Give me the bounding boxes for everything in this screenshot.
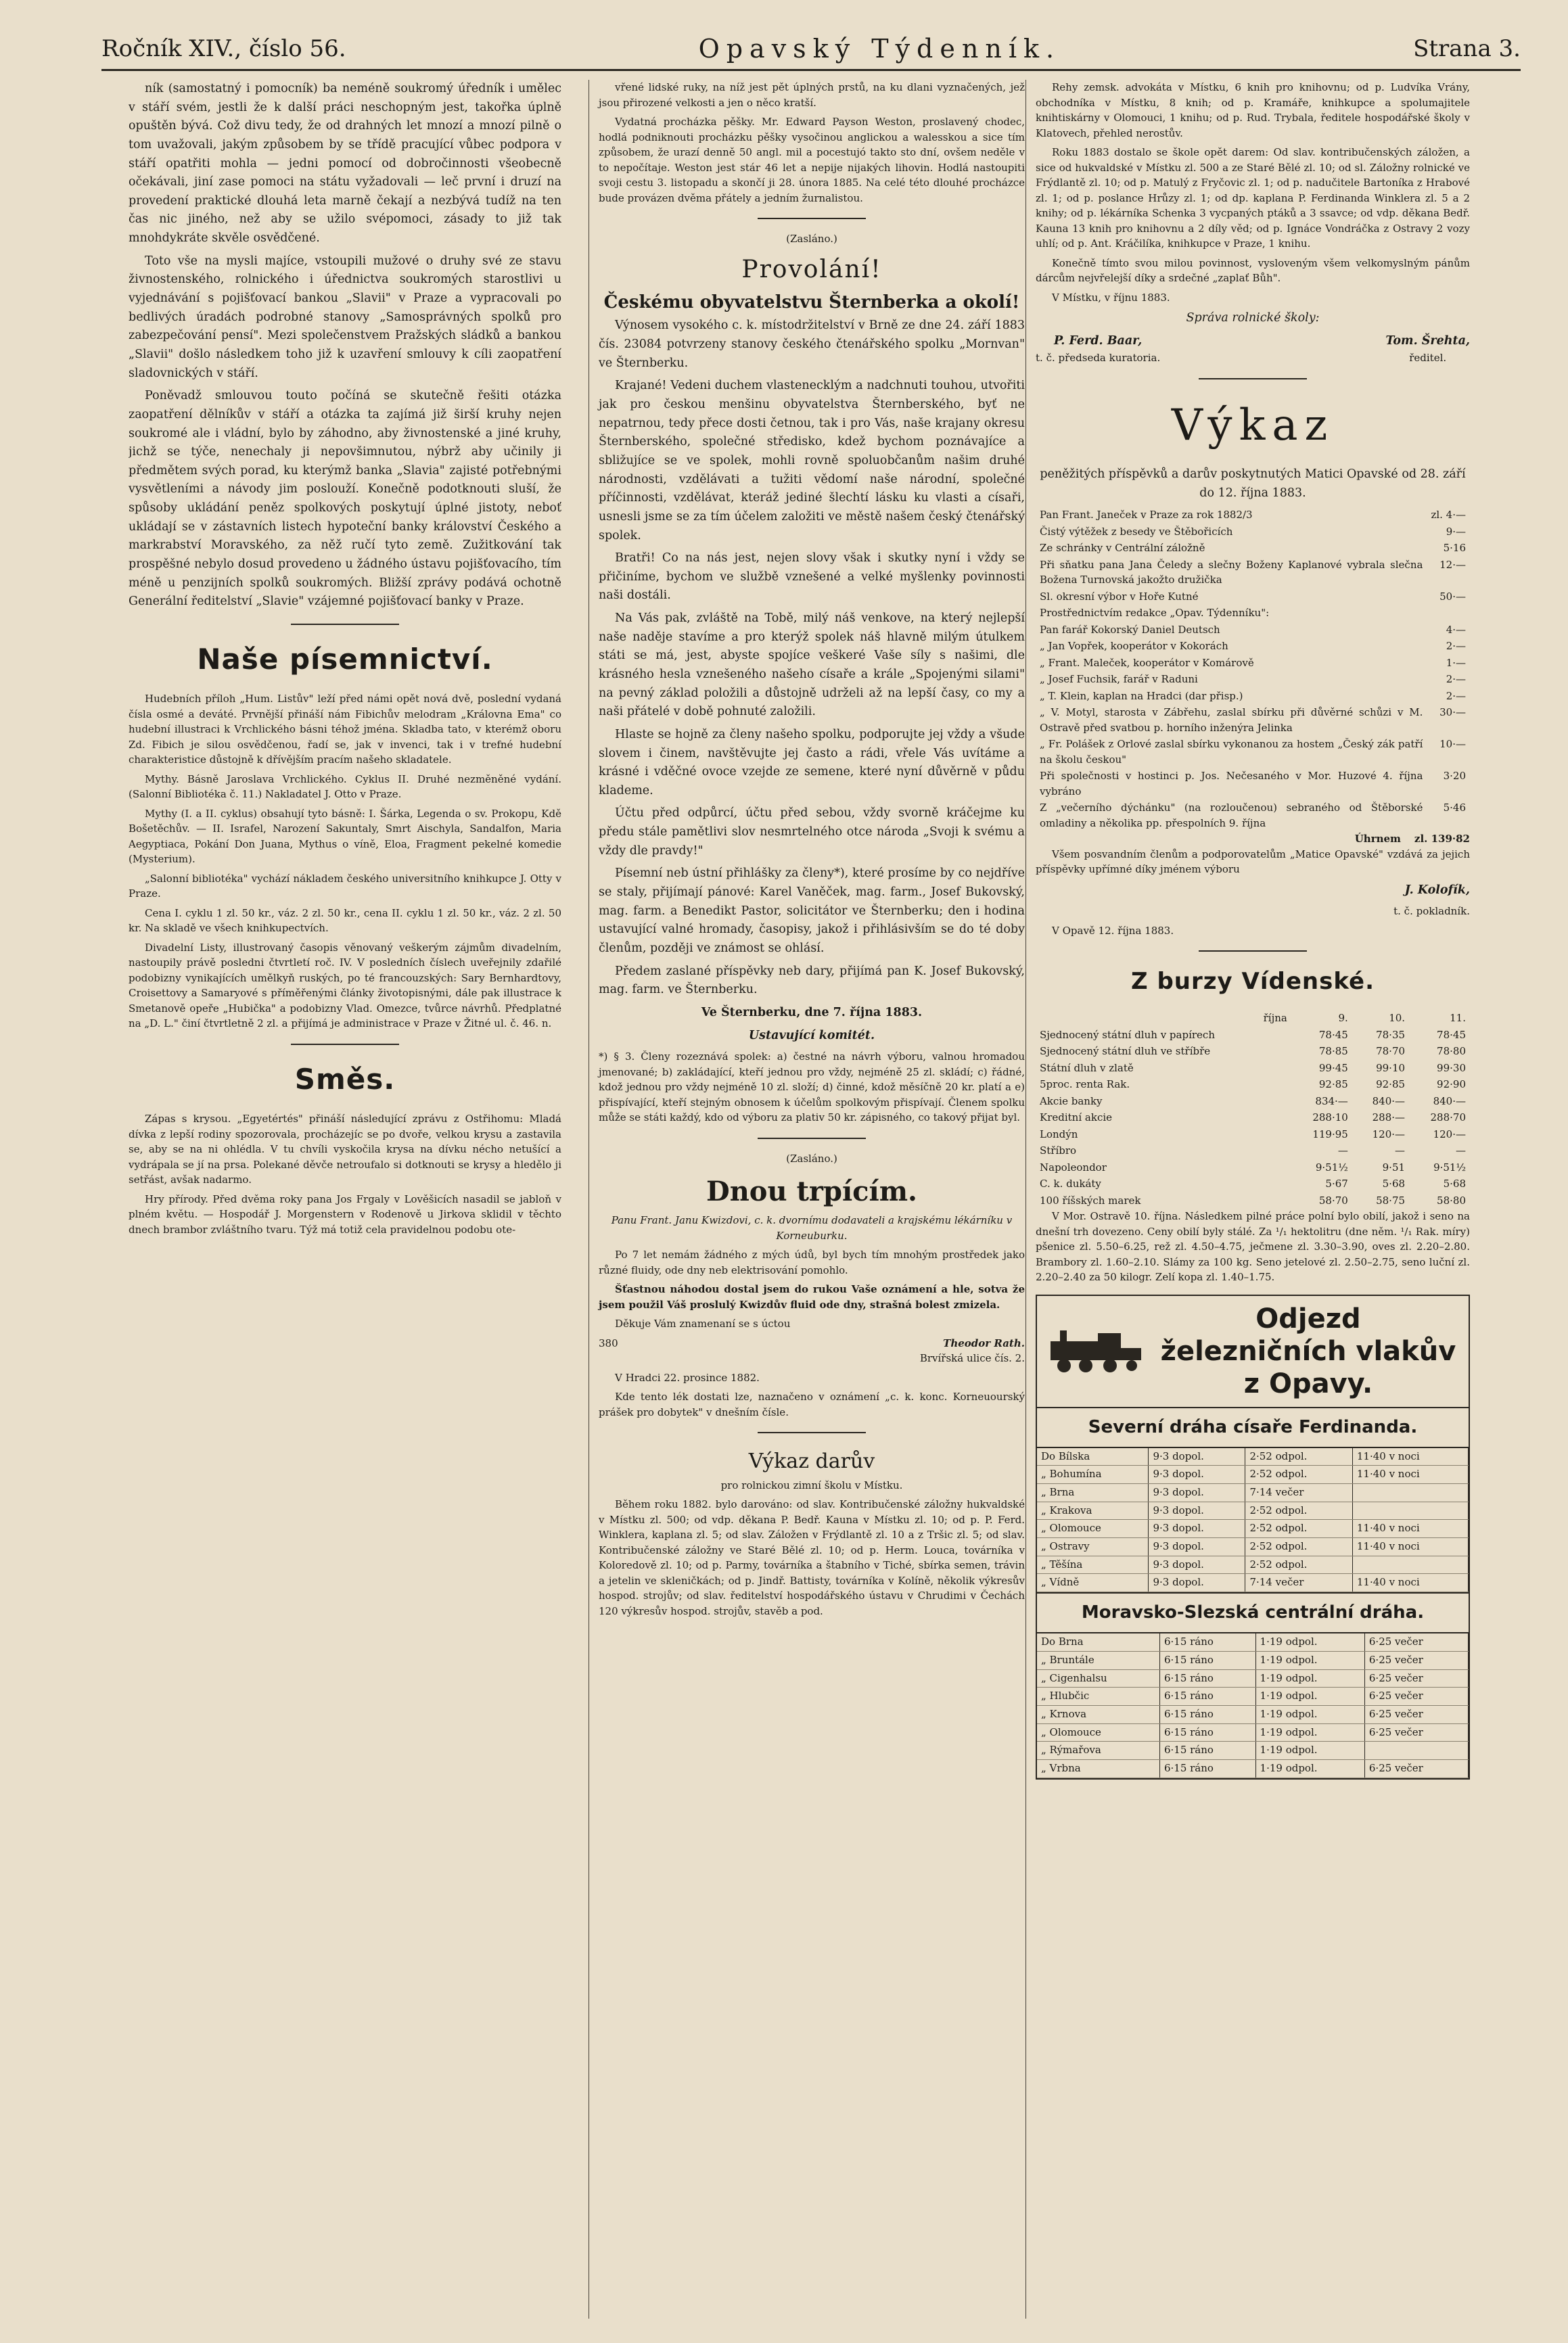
gout-ad-text: Panu Frant. Janu Kwizdovi, c. k. dvornímu dodavateli a krajskému lékárníku v Korneuburku. xyxy=(611,1214,1013,1242)
timetable-cell: Do Bílska xyxy=(1037,1448,1149,1466)
timetable-cell: „ Bruntále xyxy=(1037,1651,1159,1669)
stock-cell: 834·— xyxy=(1315,1094,1348,1107)
contribution-cell: Pan Frant. Janeček v Praze za rok 1882/3 xyxy=(1040,509,1253,521)
timetable-row xyxy=(1037,1556,1469,1574)
stock-cell: 5·67 xyxy=(1325,1178,1348,1190)
total-value: zl. 139·82 xyxy=(1414,833,1470,845)
stock-cell: 119·95 xyxy=(1312,1128,1348,1140)
timetable-cell: 11·40 v noci xyxy=(1352,1574,1468,1592)
timetable-cell: „ Rýmařova xyxy=(1037,1742,1159,1760)
timetable-cell: 2·52 odpol. xyxy=(1245,1556,1352,1574)
stock-cell: Londýn xyxy=(1040,1128,1078,1140)
timetable-cell: 9·3 dopol. xyxy=(1149,1538,1245,1556)
stock-cell: Sjednocený státní dluh ve stříbře xyxy=(1040,1045,1211,1058)
literature-paragraph: Cena I. cyklu 1 zl. 50 kr., váz. 2 zl. 50 kr., cena II. cyklu 1 zl. 50 kr., váz. 2 zl. 50 kr. Na skladě ve všech knihkupectvích. xyxy=(129,906,561,935)
contribution-cell: Čistý výtěžek z besedy ve Štěbořicích xyxy=(1040,525,1233,538)
signature-role: t. č. předseda kuratoria. xyxy=(1036,352,1161,365)
masthead xyxy=(101,28,1521,71)
column-1 xyxy=(129,80,561,2319)
stock-cell: 78·70 xyxy=(1376,1045,1406,1058)
stock-cell: — xyxy=(1456,1144,1466,1157)
donations-continued: Rehy zemsk. advokáta v Místku, 6 knih pro knihovnu; od p. Ludvíka Vrány, obchodníka v Místku, 8 knih; od p. Kramáře, knihkupce a spolumajitele knihtiskárny v Olomouci, 1 knihu; od p. Rud. Trybala, ředitele hospodářské školy v Klatovech, přehled nerostův. xyxy=(1036,81,1470,139)
timetable-row xyxy=(1037,1669,1469,1688)
timetable-cell: 2·52 odpol. xyxy=(1245,1466,1352,1484)
contribution-cell: Z „večerního dýchánku" (na rozloučenou) sebraného od Štěborské omladiny a několika pp. přespolních 9. října xyxy=(1040,802,1423,829)
stock-row xyxy=(1036,1109,1470,1126)
contribution-row xyxy=(1036,799,1470,831)
timetable-cell: 6·25 večer xyxy=(1364,1669,1468,1688)
locomotive-icon xyxy=(1044,1328,1145,1375)
appeal-committee: Ustavující komitét. xyxy=(748,1028,875,1042)
timetable-row xyxy=(1037,1651,1469,1669)
contribution-row xyxy=(1036,622,1470,639)
timetable-cell: 6·15 ráno xyxy=(1159,1705,1255,1723)
timetable-row xyxy=(1037,1538,1469,1556)
timetable-cell: 11·40 v noci xyxy=(1352,1466,1468,1484)
stock-header-cell: 11. xyxy=(1450,1012,1466,1025)
timetable-cell: 9·3 dopol. xyxy=(1149,1448,1245,1466)
timetable-cell: 2·52 odpol. xyxy=(1245,1520,1352,1538)
appeal-paragraph: Krajané! Vedeni duchem vlastenecklým a nadchnuti touhou, utvořiti jak pro českou menšinu obyvatelstva Šternberského, byť ne nepatrnou, tedy přece dosti četnou, tak i pro Vás, naše krajany okresu Šternberského, společné středisko, kdež bychom poznávajíce a sbližujíce se ve spolek, mohli rovně spoluobčanům našim druhé národnosti, vzdělávati a tužiti vědomí naše národní, společné příčinnosti, vzdělávat, kteráž jediné šlechtí lásku ku vlasti a císaři, usnesli jsme se za tím účelem založiti ve městě našem český čtenářský spolek. xyxy=(599,379,1025,542)
appeal-paragraph: Výnosem vysokého c. k. místodržitelství v Brně ze dne 24. září 1883 čís. 23084 potvrzeny stanovy českého čtenářského spolku „Mornvan" ve Šternberku. xyxy=(599,319,1025,370)
timetable-cell: 11·40 v noci xyxy=(1352,1448,1468,1466)
timetable-cell: 6·15 ráno xyxy=(1159,1651,1255,1669)
appeal-paragraph: Písemní neb ústní přihlášky za členy*), které prosíme by co nejdříve se staly, přijímají pánové: Karel Vaněček, mag. farm., Josef Bukovský, mag. farm. a Benedikt Pastor, solicitátor ve Šternberku; den i hodina ustavující valné hromady, časopisy, jakož i přihlásivším se do té doby členům, později ve známost se ohlásí. xyxy=(599,866,1025,955)
pension-paragraph: Poněvadž smlouvou touto počíná se skutečně řešiti otázka zaopatření dělníkův v stáří a otázka ta zajímá již širší kruhy nejen soukromé ale i vládní, bylo by záhodno, aby živnostenské a jiné kruhy, jichž se týče, nenechaly ji nepovšimnutou, nýbrž aby učinily ji předmětem svých porad, ku kterýmž banka „Slavia" zajisté potřebnými vysvětleními a návody jim poslouží. Konečně podotknouti sluší, že spůsoby ukládání peněz spolkových poskytují úplné jistoty, neboť ukládají se v zástavních listech hypoteční banky království Českého a markrabství Moravského, za něž ručí tyto země. Zužitkování tak prospěšné nebylo dosud provedeno u žádného ústavu pojišťovacího, tím méně u penzijních spolků soukromých. Bližší zprávy podává ochotně Generální ředitelství „Slavie" vzájemné pojišťovací banky v Praze. xyxy=(129,389,561,609)
contributions-total-row xyxy=(1036,831,1470,847)
contribution-cell: „ Jan Vopřek, kooperátor v Kokorách xyxy=(1040,640,1228,653)
contribution-cell: 2·— xyxy=(1446,689,1466,702)
contribution-cell: 50·— xyxy=(1439,590,1466,603)
appeal-paragraph: Hlaste se hojně za členy našeho spolku, podporujte jej vždy a všude slovem i činem, navštěvujte jej často a rádi, vřele Vás uvítáme a krásné i vděčné ovoce vzejde ze semene, které nyní důvěrně v půdu klademe. xyxy=(599,727,1025,797)
contribution-cell: 1·— xyxy=(1446,656,1466,669)
appeal-subtitle: Českému obyvatelstvu Šternberka a okolí! xyxy=(603,292,1020,313)
contribution-cell: Pan farář Kokorský Daniel Deutsch xyxy=(1040,623,1220,636)
stock-exchange-title: Z burzy Vídenské. xyxy=(1130,968,1375,996)
railway-name: Moravsko-Slezská centrální dráha. xyxy=(1037,1592,1469,1633)
contribution-row xyxy=(1036,540,1470,557)
report-subtitle: peněžitých příspěvků a darův poskytnutých Matici Opavské od 28. září do 12. října 1883. xyxy=(1040,467,1466,500)
contribution-row xyxy=(1036,524,1470,540)
timetable-cell xyxy=(1352,1556,1468,1574)
timetable-cell: „ Těšína xyxy=(1037,1556,1149,1574)
contribution-row xyxy=(1036,557,1470,588)
stock-cell: 840·— xyxy=(1433,1094,1466,1107)
stock-row xyxy=(1036,1027,1470,1044)
page-number: Strana 3. xyxy=(1413,35,1521,62)
timetable-cell: 1·19 odpol. xyxy=(1255,1669,1364,1688)
timetable-cell: 9·3 dopol. xyxy=(1149,1466,1245,1484)
timetable-cell: 2·52 odpol. xyxy=(1245,1502,1352,1520)
treasurer-signature: J. Kolofík, xyxy=(1404,883,1470,897)
column-3 xyxy=(1025,80,1470,2319)
timetable-cell: 7·14 večer xyxy=(1245,1574,1352,1592)
gout-ad-text: Šťastnou náhodou dostal jsem do rukou Vaše oznámení a hle, sotva že jsem použil Váš proslulý Kwizdův fluid ode dny, strašná bolest zmizela. xyxy=(599,1283,1025,1311)
timetable-cell: 6·25 večer xyxy=(1364,1705,1468,1723)
contribution-row xyxy=(1036,704,1470,736)
contribution-row xyxy=(1036,507,1470,524)
contribution-cell xyxy=(1427,605,1470,622)
train-header xyxy=(1037,1296,1469,1408)
stock-cell: 5·68 xyxy=(1443,1178,1466,1190)
contribution-cell: Při společnosti v hostinci p. Jos. Nečesaného v Mor. Huzové 4. října vybráno xyxy=(1040,770,1423,797)
section-title-literature: Naše písemnictví. xyxy=(197,642,493,676)
stock-cell: 288·10 xyxy=(1312,1111,1348,1124)
contributions-table xyxy=(1036,507,1470,831)
contribution-cell: 9·— xyxy=(1446,525,1466,538)
contribution-cell: Ze schránky v Centrální záložně xyxy=(1040,542,1205,555)
railway-name: Severní dráha císaře Ferdinanda. xyxy=(1037,1408,1469,1448)
column-2 xyxy=(589,80,1025,2319)
gout-ad-number: 380 xyxy=(599,1337,618,1349)
contribution-cell: „ Josef Fuchsik, farář v Raduni xyxy=(1040,673,1198,686)
timetable-row xyxy=(1037,1633,1469,1651)
donations-continued: Roku 1883 dostalo se škole opět darem: Od slav. kontribučenských záložen, a sice od hukvaldské v Místku zl. 500 a ze Staré Bělé zl. 10; od sl. Záložny rolnické ve Frýdlantě zl. 10; od p. Matulý z Fryčovic zl. 1; od p. nadučitele Bartoníka z Hrabové zl. 1; od p. poslance Hrůzy zl. 1; od dp. kaplana P. Ferdinanda Winklera zl. 5 a 2 knihy; od p. lékárníka Schenka 3 vycpaných ptáků a 3 ssavce; od vdp. děkana Bedř. Kauna 13 knih pro knihovnu a 2 díly věd; od p. Ignáce Vondráčka z Ostravy 2 vozy uhlí; od p. Ant. Kráčilíka, knihkupce v Praze, 1 knihu. xyxy=(1036,146,1470,250)
stock-cell: 100 říšských marek xyxy=(1040,1194,1141,1207)
timetable-row xyxy=(1037,1723,1469,1742)
stock-row xyxy=(1036,1192,1470,1209)
donations-place: V Místku, v říjnu 1883. xyxy=(1052,291,1170,304)
timetable-row xyxy=(1037,1574,1469,1592)
stock-header-cell: října xyxy=(1263,1012,1287,1025)
timetable-cell: 9·3 dopol. xyxy=(1149,1483,1245,1502)
timetable-row xyxy=(1037,1466,1469,1484)
divider xyxy=(291,1044,399,1045)
divider xyxy=(1199,378,1307,379)
train-title-line: železničních vlakův z Opavy. xyxy=(1160,1335,1456,1399)
stock-cell: 9·51½ xyxy=(1433,1161,1466,1174)
donations-title: Výkaz darův xyxy=(748,1449,875,1474)
contribution-cell: „ Frant. Maleček, kooperátor v Komárově xyxy=(1040,656,1254,669)
train-title xyxy=(1155,1303,1462,1400)
walk-article: Vydatná procházka pěšky. Mr. Edward Payson Weston, proslavený chodec, hodlá podniknouti procházku pěšky vysočinou anglickou a walesskou a sice tím způsobem, že urazí denně 50 angl. mil a pocestujó takto sto dní, ovšem neděle v to nepočítaje. Weston jest stár 46 let a nepije nijakých lihovin. Hodlá nastoupiti svoji cestu 3. listopadu a skončí ji 28. února 1885. Na celé této dlouhé procházce bude provázen dvěma přátely a jedním žurnalistou. xyxy=(599,116,1025,204)
signature-block xyxy=(1036,332,1160,366)
donations-thanks: Konečně tímto svou milou povinnost, vysloveným všem velkomyslným pánům dárcům nejvřelejší díky a srdečné „zaplať Bůh". xyxy=(1036,256,1470,284)
gout-ad-note: Kde tento lék dostati lze, naznačeno v oznámení „c. k. konc. Korneuourský prášek pro dobytek" v dnešním čísle. xyxy=(599,1391,1025,1418)
timetable-row xyxy=(1037,1705,1469,1723)
timetable-cell: 1·19 odpol. xyxy=(1255,1651,1364,1669)
hand-story-end: vřené lidské ruky, na níž jest pět úplných prstů, na ku dlani vyznačených, jež jsou přirozené velkosti a jen o něco kratší. xyxy=(599,81,1025,109)
signature-block xyxy=(1385,332,1470,366)
timetable-cell: 6·15 ráno xyxy=(1159,1723,1255,1742)
contribution-row xyxy=(1036,688,1470,705)
issue-number: Ročník XIV., číslo 56. xyxy=(101,35,346,62)
contribution-row xyxy=(1036,671,1470,688)
timetable-cell: 9·3 dopol. xyxy=(1149,1574,1245,1592)
appeal-footnote: *) § 3. Členy rozeznává spolek: a) čestné na návrh výboru, valnou hromadou jmenované; b) zakládající, kteří jednou pro vždy, nejméně 25 zl. skládí; c) řádné, kdož jednou pro vždy nejméně 10 zl. složí; d) činné, kdož měsíčně 20 kr. platí a e) přispívající, kteří stejným obnosem k účelům spolkovým přispívají. Členem spolku může se státi každý, kdo od výboru za plativ 50 kr. zápisného, co takový přijat byl. xyxy=(599,1050,1025,1124)
stock-row xyxy=(1036,1142,1470,1159)
timetable-cell: 6·25 večer xyxy=(1364,1688,1468,1706)
appeal-paragraph: Účtu před odpůrcí, účtu před sebou, vždy svorně kráčejme ku předu stále pamětlivi slov nesmrtelného otce národa „Svoji k svému a vždy dle pravdy!" xyxy=(599,806,1025,858)
stock-cell: 92·85 xyxy=(1376,1078,1406,1091)
gout-ad-signature: Theodor Rath. xyxy=(943,1337,1025,1349)
stock-exchange-header xyxy=(1036,1010,1470,1027)
miscellany-paragraph: Zápas s krysou. „Egyetértés" přináší následující zprávu z Ostřihomu: Mladá dívka z lepší rodiny spozorovala, procházejíc se po dvoře, velkou krysu a zastavila se, aby se na ni ohlédla. V tu chvíli vyskočila krysa na dívku nécho netušící a vydrápala se jí na prsa. Polekané děvče netroufalo si dotknouti se krysy a hledělo ji setřást, avšak nadarmo. xyxy=(129,1113,561,1186)
stock-row xyxy=(1036,1043,1470,1060)
timetable-cell: „ Krnova xyxy=(1037,1705,1159,1723)
stock-cell: 92·90 xyxy=(1437,1078,1466,1091)
appeal-paragraph: Předem zaslané příspěvky neb dary, přijímá pan K. Josef Bukovský, mag. farm. ve Šternberku. xyxy=(599,964,1025,997)
stock-row xyxy=(1036,1060,1470,1077)
gout-ad-text: Děkuje Vám znamenaní se s úctou xyxy=(615,1318,791,1330)
stock-cell: — xyxy=(1395,1144,1406,1157)
timetable-cell: „ Vídně xyxy=(1037,1574,1149,1592)
contribution-cell: 2·— xyxy=(1446,673,1466,686)
timetable-cell: 6·25 večer xyxy=(1364,1760,1468,1778)
contribution-cell: „ Fr. Polášek z Orlové zaslal sbírku vykonanou za hostem „Český zák patří na školu českou" xyxy=(1040,738,1423,766)
timetable-cell: Do Brna xyxy=(1037,1633,1159,1651)
stock-cell: 99·10 xyxy=(1376,1061,1406,1074)
literature-paragraph: „Salonní bibliotéka" vychází nákladem českého universitního knihkupce J. Otty v Praze. xyxy=(129,872,561,900)
stock-cell: 78·45 xyxy=(1437,1028,1466,1041)
divider xyxy=(291,624,399,625)
stock-cell: 5proc. renta Rak. xyxy=(1040,1078,1130,1091)
stock-cell: 92·85 xyxy=(1318,1078,1348,1091)
donations-subtitle: pro rolnickou zimní školu v Místku. xyxy=(720,1479,903,1491)
timetable-cell: 1·19 odpol. xyxy=(1255,1688,1364,1706)
literature-paragraph: Hudebních příloh „Hum. Listův" leží před námi opět nová dvě, poslední vydaná čísla osmé a deváté. Prvnější přináší nám Fibichův melodram „Královna Ema" co hudební illustraci k Vrchlického básni téhož jména. Skladba tato, v kterémž oboru Zd. Fibich je silou osvědčenou, řadí se, jak v invenci, tak i v trefné hudební charakteristice důstojně k dřívějším pracím našeho skladatele. xyxy=(129,693,561,766)
timetable-cell: 6·25 večer xyxy=(1364,1651,1468,1669)
market-report: V Mor. Ostravě 10. října. Následkem pilné práce polní bylo obilí, jakož i seno na dnešní trh dovezeno. Ceny obilí byly stálé. Za ¹/₁ hektolitru (dne něm. ¹/₁ Rak. míry) pšenice zl. 5.50–6.25, rež zl. 4.50–4.75, ječmene zl. 3.30–3.90, oves zl. 2.20–2.80. Brambory zl. 1.60–2.10. Slámy za 100 kg. Seno jetelové zl. 2.50–2.75, seno luční zl. 2.20–2.40 za 50 kilogr. Zelí kopa zl. 1.40–1.75. xyxy=(1036,1210,1470,1284)
signature-name: Tom. Šrehta, xyxy=(1385,333,1470,348)
gout-ad-place: V Hradci 22. prosince 1882. xyxy=(615,1371,760,1384)
gout-ad-address: Brvířská ulice čís. 2. xyxy=(919,1352,1025,1365)
stock-cell: 288·70 xyxy=(1430,1111,1466,1124)
stock-cell: 120·— xyxy=(1372,1128,1406,1140)
timetable-cell: „ Krakova xyxy=(1037,1502,1149,1520)
stock-cell: 58·75 xyxy=(1376,1194,1406,1207)
contribution-cell: zl. 4·— xyxy=(1431,509,1466,521)
school-administration: Správa rolnické školy: xyxy=(1186,311,1320,325)
stock-cell: 78·35 xyxy=(1376,1028,1406,1041)
divider xyxy=(758,218,866,219)
gout-ad-title: Dnou trpícím. xyxy=(706,1176,917,1208)
stock-cell: 120·— xyxy=(1433,1128,1466,1140)
timetable-cell: „ Olomouce xyxy=(1037,1520,1149,1538)
timetable-cell: 1·19 odpol. xyxy=(1255,1705,1364,1723)
contribution-cell: „ T. Klein, kaplan na Hradci (dar přisp.) xyxy=(1040,689,1243,702)
appeal-paragraph: Na Vás pak, zvláště na Tobě, milý náš venkove, na který nejlepší naše naděje stavíme a pro kterýž spolek náš hlavně milým útulkem státi se má, jest, abyste spojíce veškeré Vaše síly s našimi, dle krásného hesla vznešeného našeho císaře a krále „Spojenými silami" na pevný základ položili a důstojně udrželi až na lepší časy, co my a naši přátelé v době pohnuté založili. xyxy=(599,611,1025,719)
literature-paragraph: Divadelní Listy, illustrovaný časopis věnovaný veškerým zájmům divadelním, nastoupily právě posledni čtvrtletí roč. IV. V posledních číslech uveřejnily zdařilé podobizny vynikajících umělkyň ruských, po té francouzských: Sary Bernhardtovy, Croisettovy a Samaryové s příměřenými články životopisnými, dále pak illustrace k Smetanově opeře „Hubička" a podobizny Vlad. Omezce, tvůrce návrhů. Předplatné na „D. L." činí čtvrtletně 2 zl. a přijímá je administrace v Praze v Žitné ul. č. 46. n. xyxy=(129,941,561,1030)
stock-row xyxy=(1036,1126,1470,1143)
stock-cell: 58·80 xyxy=(1437,1194,1466,1207)
stock-cell: 99·45 xyxy=(1318,1061,1348,1074)
literature-paragraph: Mythy. Básně Jaroslava Vrchlického. Cyklus II. Druhé nezměněné vydání. (Salonní Bibliotéka č. 11.) Nakladatel J. Otto v Praze. xyxy=(129,772,561,801)
stock-cell: Napoleondor xyxy=(1040,1161,1107,1174)
stock-cell: Stříbro xyxy=(1040,1144,1077,1157)
contribution-row xyxy=(1036,655,1470,672)
contribution-cell: 10·— xyxy=(1439,738,1466,751)
timetable-row xyxy=(1037,1760,1469,1778)
timetable-cell: 6·25 večer xyxy=(1364,1633,1468,1651)
timetable-cell: 6·15 ráno xyxy=(1159,1742,1255,1760)
stock-cell: Kreditní akcie xyxy=(1040,1111,1113,1124)
timetable-cell: 2·52 odpol. xyxy=(1245,1448,1352,1466)
section-title-miscellany: Směs. xyxy=(294,1062,396,1096)
stock-row xyxy=(1036,1176,1470,1192)
timetable-cell: 6·15 ráno xyxy=(1159,1669,1255,1688)
stock-cell: Sjednocený státní dluh v papírech xyxy=(1040,1028,1215,1041)
timetable-cell: 6·15 ráno xyxy=(1159,1688,1255,1706)
timetable-cell: „ Bohumína xyxy=(1037,1466,1149,1484)
timetable-cell: 2·52 odpol. xyxy=(1245,1538,1352,1556)
stock-row xyxy=(1036,1159,1470,1176)
matice-thanks: Všem posvandním členům a podporovatelům „Matice Opavské" vzdává za jejich příspěvky upřímné díky jménem výboru xyxy=(1036,848,1470,876)
timetable-cell: „ Brna xyxy=(1037,1483,1149,1502)
timetable-cell: „ Cigenhalsu xyxy=(1037,1669,1159,1688)
timetable-cell: 1·19 odpol. xyxy=(1255,1742,1364,1760)
stock-cell: 78·45 xyxy=(1318,1028,1348,1041)
pension-paragraph: ník (samostatný i pomocník) ba neméně soukromý úředník i umělec v stáří svém, jestli že k další práci neschopným jest, takořka úplně opuštěn bývá. Což divu tedy, že od drahných let mnozí a mnozí pilně o tom uvažovali, jakým způsobem by se třídě pracující vůbec podpora v stáří opatřiti mohla — jedni pomocí od dobročinnosti všeobecně očekávali, jiní zase pomoci na státu vyžadovali — leč první i druzí na provedení praktické dlouhá leta marně čekají a nezbývá tudíž na ten čas nic jiného, než aby se užilo svépomoci, zásady to již tak mnohdykráte skvěle osvědčené. xyxy=(129,82,561,246)
divider xyxy=(1199,950,1307,952)
literature-paragraph: Mythy (I. a II. cyklus) obsahují tyto básně: I. Šárka, Legenda o sv. Prokopu, Kdě Bošetěchův. — II. Israfel, Narození Sakuntaly, Smrt Aischyla, Sandalfon, Maria Aegyptiaca, Pokání Don Juana, Mythus o víně, Eloa, Fragment pekelné komedie (Mysterium). xyxy=(129,807,561,866)
stock-cell: 840·— xyxy=(1372,1094,1406,1107)
stock-cell: 9·51½ xyxy=(1315,1161,1348,1174)
timetable-cell: 11·40 v noci xyxy=(1352,1538,1468,1556)
timetable-row xyxy=(1037,1688,1469,1706)
contribution-cell: 12·— xyxy=(1439,558,1466,571)
timetable-row xyxy=(1037,1483,1469,1502)
timetable-cell: 6·15 ráno xyxy=(1159,1633,1255,1651)
stock-cell: C. k. dukáty xyxy=(1040,1178,1101,1190)
gout-ad-signature-row xyxy=(599,1336,1025,1351)
appeal-signature: Ve Šternberku, dne 7. října 1883. xyxy=(701,1005,923,1019)
contribution-row xyxy=(1036,605,1470,622)
signature-name: P. Ferd. Baar, xyxy=(1054,333,1143,348)
divider xyxy=(758,1432,866,1433)
pension-paragraph: Toto vše na mysli majíce, vstoupili mužové o druhy své ze stavu živnostenského, rolnického i úřednictva soukromých starostlivi u vyjednávání s pojišťovací bankou „Slavii" v Praze a vypracovali po bedlivých úradách podrobné stanovy „Samosprávných spolků pro zabezpečování pensí". Mezi společenstvem Pražských sládků a bankou „Slavii" došlo následkem toho již k uzavření smlouvy k cíli zaopatření sladovnických v stáří. xyxy=(129,254,561,380)
timetable-northern xyxy=(1037,1448,1469,1593)
stock-row xyxy=(1036,1076,1470,1093)
timetable-cell: „ Vrbna xyxy=(1037,1760,1159,1778)
contribution-cell: 4·— xyxy=(1446,623,1466,636)
donations-text: Během roku 1882. bylo darováno: od slav. Kontribučenské záložny hukvaldské v Místku zl. 500; od vdp. děkana P. Bedř. Kauna v Místku zl. 10; od p. P. Ferd. Winklera, kaplana zl. 5; od slav. Záložen v Frýdlantě zl. 10 a z Tršic zl. 5; od slav. Kontribučenské záložny ve Staré Bělé zl. 10; od p. Herm. Louca, továrníka v Koloredově zl. 10; od p. Parmy, továrníka a štabního v Tiché, sbírka semen, trávin a jetelin ve skleničkách; od p. Jindř. Battisty, továrníka v Kolíně, několik výkresův hospod. strojův; od slav. ředitelství hospodářského ústavu v Chrudimi v Čechách 120 výkresův hospod. strojův, stavěb a pod. xyxy=(599,1498,1025,1617)
appeal-paragraph: Bratři! Co na nás jest, nejen slovy však i skutky nyní i vždy se přičiníme, bychom ve službě vznešené a velké myšlenky povinnosti naši dostáli. xyxy=(599,551,1025,603)
timetable-row xyxy=(1037,1448,1469,1466)
timetable-cell: 6·15 ráno xyxy=(1159,1760,1255,1778)
timetable-cell xyxy=(1352,1483,1468,1502)
contribution-cell: 30·— xyxy=(1439,706,1466,719)
gout-ad-text: Po 7 let nemám žádného z mých údů, byl bych tím mnohým prostředek jako různé fluidy, ode dny neb elektrisování pomohlo. xyxy=(599,1249,1025,1276)
timetable-row xyxy=(1037,1520,1469,1538)
timetable-cell: 1·19 odpol. xyxy=(1255,1723,1364,1742)
contribution-cell: Sl. okresní výbor v Hoře Kutné xyxy=(1040,590,1199,603)
timetable-cell: 9·3 dopol. xyxy=(1149,1556,1245,1574)
contribution-cell: 2·— xyxy=(1446,640,1466,653)
stock-cell: 78·80 xyxy=(1437,1045,1466,1058)
timetable-cell: „ Hlubčic xyxy=(1037,1688,1159,1706)
contribution-cell: Prostřednictvím redakce „Opav. Týdenníku": xyxy=(1040,607,1270,620)
stock-cell: 99·30 xyxy=(1437,1061,1466,1074)
timetable-cell: 11·40 v noci xyxy=(1352,1520,1468,1538)
contribution-row xyxy=(1036,736,1470,768)
report-title: Výkaz xyxy=(1171,400,1335,450)
stock-cell: Akcie banky xyxy=(1040,1094,1103,1107)
timetable-cell: 9·3 dopol. xyxy=(1149,1502,1245,1520)
train-departures-box xyxy=(1036,1295,1470,1780)
stock-row xyxy=(1036,1093,1470,1110)
miscellany-paragraph: Hry přírody. Před dvěma roky pana Jos Frgaly v Lověšicích nasadil se jabloň v plném květu. — Hospodář J. Morgenstern v Rodenově u Jirkova sklidil v těchto dnech brambor zvláštního tvaru. Týž má totiž cela pravidelnou podobu ote- xyxy=(129,1192,561,1236)
timetable-row xyxy=(1037,1742,1469,1760)
timetable-cell: 1·19 odpol. xyxy=(1255,1633,1364,1651)
timetable-cell: „ Olomouce xyxy=(1037,1723,1159,1742)
timetable-cell: „ Ostravy xyxy=(1037,1538,1149,1556)
total-label: Úhrnem xyxy=(1354,833,1401,845)
stock-cell: 288·— xyxy=(1372,1111,1406,1124)
sent-in-label: (Zasláno.) xyxy=(786,233,837,245)
stock-cell: 78·85 xyxy=(1318,1045,1348,1058)
contribution-row xyxy=(1036,638,1470,655)
timetable-cell: 1·19 odpol. xyxy=(1255,1760,1364,1778)
contribution-cell: 3·20 xyxy=(1443,770,1466,783)
contribution-cell: „ V. Motyl, starosta v Zábřehu, zaslal sbírku při důvěrné schůzi v M. Ostravě před svatbou p. horního inženýra Jelinka xyxy=(1040,706,1423,734)
divider xyxy=(758,1138,866,1139)
treasurer-place: V Opavě 12. října 1883. xyxy=(1052,924,1174,937)
train-title-line: Odjezd xyxy=(1255,1303,1361,1335)
timetable-central xyxy=(1037,1633,1469,1778)
timetable-cell: 6·25 večer xyxy=(1364,1723,1468,1742)
timetable-cell: 9·3 dopol. xyxy=(1149,1520,1245,1538)
stock-cell: 5·68 xyxy=(1382,1178,1406,1190)
contribution-row xyxy=(1036,588,1470,605)
timetable-cell: 7·14 večer xyxy=(1245,1483,1352,1502)
contribution-cell: 5·46 xyxy=(1443,802,1466,814)
sent-in-label: (Zasláno.) xyxy=(786,1152,837,1165)
newspaper-title: Opavský Týdenník. xyxy=(698,34,1061,64)
contribution-cell: Při sňatku pana Jana Čeledy a slečny Boženy Kaplanové vybrala slečna Božena Turnovská jakožto družička xyxy=(1040,558,1423,586)
stock-cell: 9·51 xyxy=(1382,1161,1406,1174)
contribution-cell: 5·16 xyxy=(1443,542,1466,555)
stock-header-cell: 9. xyxy=(1338,1012,1348,1025)
treasurer-role: t. č. pokladník. xyxy=(1393,905,1470,918)
timetable-cell xyxy=(1352,1502,1468,1520)
stock-cell: — xyxy=(1337,1144,1348,1157)
stock-cell: 58·70 xyxy=(1318,1194,1348,1207)
timetable-cell xyxy=(1364,1742,1468,1760)
contribution-row xyxy=(1036,768,1470,799)
stock-cell: Státní dluh v zlatě xyxy=(1040,1061,1134,1074)
stock-header-cell: 10. xyxy=(1389,1012,1406,1025)
timetable-row xyxy=(1037,1502,1469,1520)
signature-role: ředitel. xyxy=(1409,352,1447,365)
appeal-title: Provolání! xyxy=(741,255,882,283)
signatures-row xyxy=(1036,332,1470,366)
stock-exchange-table xyxy=(1036,1010,1470,1209)
